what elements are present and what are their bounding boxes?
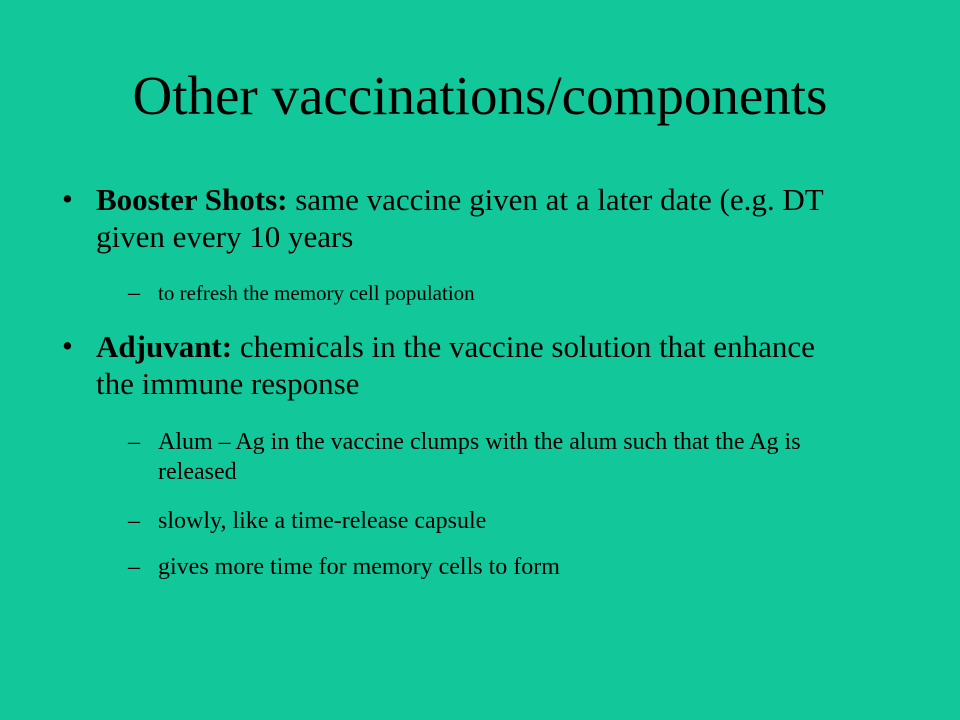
bullet-item-booster-shots [96,181,856,255]
bullet-marker: • [62,181,73,216]
sub-bullet-marker: – [128,429,140,455]
sub-bullet-item: to refresh the memory cell population [158,281,475,305]
sub-bullet-item: gives more time for memory cells to form [158,554,560,580]
sub-bullet-marker: – [128,554,140,580]
bullet-term: Adjuvant: [96,329,233,364]
sub-bullet-item: Alum – Ag in the vaccine clumps with the alum such that the Ag is released [158,429,801,485]
slide-title: Other vaccinations/components [132,65,828,126]
bullet-item-adjuvant [96,328,856,402]
sub-bullet-item: slowly, like a time-release capsule [158,508,487,534]
bullet-body: same vaccine given at a later date (e.g. DT given every 10 years [96,182,824,254]
sub-bullet-marker: – [128,280,140,306]
bullet-term: Booster Shots: [96,182,288,217]
bullet-marker: • [62,328,73,363]
bullet-body: chemicals in the vaccine solution that enhance the immune response [96,329,815,401]
sub-bullet-marker: – [128,508,140,534]
